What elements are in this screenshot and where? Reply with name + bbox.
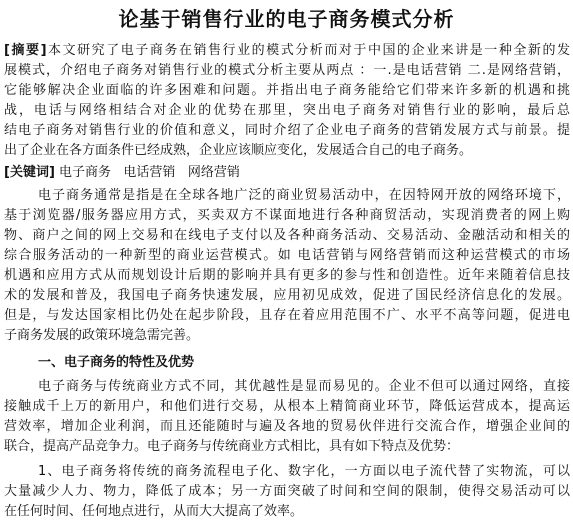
list-item-line: 大量减少人力、物力，降低了成本；另一方面突破了时间和空间的限制，使得交易活动可以 [4,484,570,499]
list-item-line: 1、电子商务将传统的商务流程电子化、数字化，一方面以电子流代替了实物流，可以 [38,464,570,479]
keywords-text: 电子商务 电话营销 网络营销 [59,165,240,180]
list-item-line: 在任何时间、任何地点进行，从而大大提高了效率。 [4,504,304,519]
intro-line: 术的发展和普及，我国电子商务快速发展，应用初见成效，促进了国民经济信息化的发展。 [4,288,570,303]
abstract-line [4,41,570,61]
abstract-line: 展模式，介绍电子商务对销售行业的模式分析主要从两点 ：一.是电话营销 二.是网络营销， [4,63,570,78]
intro-line: 综合服务活动的一种新型的商业运营模式。如 电话营销与网络营销而这种运营模式的市场 [4,248,570,263]
abstract-line: 它能够解决企业面临的许多困难和问题。并指出电子商务能给它们带来许多新的机遇和挑 [4,83,570,98]
intro-line: 但是，与发达国家相比仍处在起步阶段，且存在着应用范围不广、水平不高等问题，促进电 [4,308,570,323]
intro-line: 基于浏览器/服务器应用方式，买卖双方不谋面地进行各种商贸活动，实现消费者的网上购 [4,208,570,223]
intro-line: 子商务发展的政策环境急需完善。 [4,328,200,343]
abstract-line: 出了企业在各方面条件已经成熟，企业应该顺应变化，发展适合自己的电子商务。 [4,143,473,158]
intro-line: 电子商务通常是指是在全球各地广泛的商业贸易活动中，在因特网开放的网络环境下， [38,188,570,203]
abstract-text: 本文研究了电子商务在销售行业的模式分析而对于中国的企业来讲是一种全新的发 [46,43,570,58]
keywords-line [4,163,570,183]
intro-line: 机遇和应用方式从而规划设计后期的影响并具有更多的参与性和创造性。近年来随着信息技 [4,268,570,283]
abstract-label: [摘要] [4,43,47,58]
intro-line: 物、商户之间的网上交易和在线电子支付以及各种商务活动、交易活动、金融活动和相关的 [4,228,570,243]
document-title: 论基于销售行业的电子商务模式分析 [118,7,455,31]
section-line: 接触成千上万的新用户，和他们进行交易，从根本上精简商业环节，降低运营成本，提高运 [4,399,570,414]
abstract-line: 战，电话与网络相结合对企业的优势在那里，突出电子商务对销售行业的影响，最后总 [4,103,570,118]
section-line: 营效率，增加企业利润，而且还能随时与遍及各地的贸易伙伴进行交流合作，增强企业间的 [4,419,570,434]
abstract-line: 结电子商务对销售行业的价值和意义，同时介绍了企业电子商务的营销发展方式与前景。提 [4,123,570,138]
section-line: 联合，提高产品竞争力。电子商务与传统商业方式相比，具有如下特点及优势： [4,439,460,454]
section-line: 电子商务与传统商业方式不同，其优越性是显而易见的。企业不但可以通过网络，直接 [38,379,570,394]
section-heading: 一、电子商务的特性及优势 [38,355,195,370]
keywords-label: [关键词] [4,165,55,180]
